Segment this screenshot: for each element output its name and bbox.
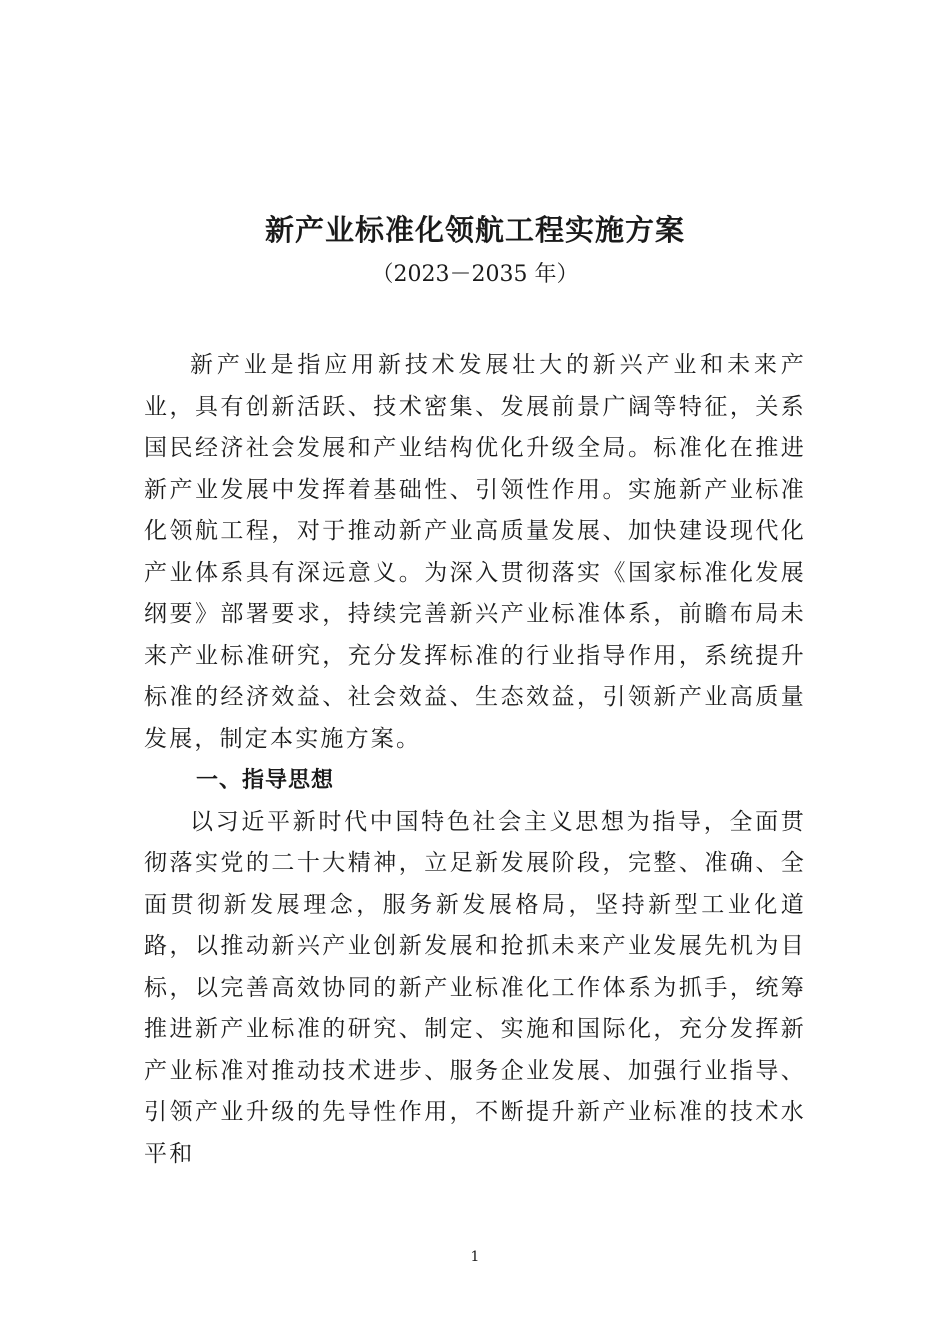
- guiding-ideology-paragraph: 以习近平新时代中国特色社会主义思想为指导，全面贯彻落实党的二十大精神，立足新发展阶段，完整、准确、全面贯彻新发展理念，服务新发展格局，坚持新型工业化道路，以推动新兴产业创新发展和抢抓未来产业发展先机为目标，以完善高效协同的新产业标准化工作体系为抓手，统筹推进新产业标准的研究、制定、实施和国际化，充分发挥新产业标准对推动技术进步、服务企业发展、加强行业指导、引领产业升级的先导性作用，不断提升新产业标准的技术水平和: [144, 808, 806, 1167]
- document-title: 新产业标准化领航工程实施方案: [264, 213, 685, 247]
- section-heading-guiding-ideology: 一、指导思想: [196, 768, 335, 793]
- document-subtitle: （2023－2035 年）: [371, 262, 579, 287]
- page-number: 1: [470, 1249, 480, 1265]
- document-body: [144, 345, 806, 1175]
- intro-paragraph: 新产业是指应用新技术发展壮大的新兴产业和未来产业，具有创新活跃、技术密集、发展前景广阔等特征，关系国民经济社会发展和产业结构优化升级全局。标准化在推进新产业发展中发挥着基础性、引领性作用。实施新产业标准化领航工程，对于推动新产业高质量发展、加快建设现代化产业体系具有深远意义。为深入贯彻落实《国家标准化发展纲要》部署要求，持续完善新兴产业标准体系，前瞻布局未来产业标准研究，充分发挥标准的行业指导作用，系统提升标准的经济效益、社会效益、生态效益，引领新产业高质量发展，制定本实施方案。: [144, 352, 806, 752]
